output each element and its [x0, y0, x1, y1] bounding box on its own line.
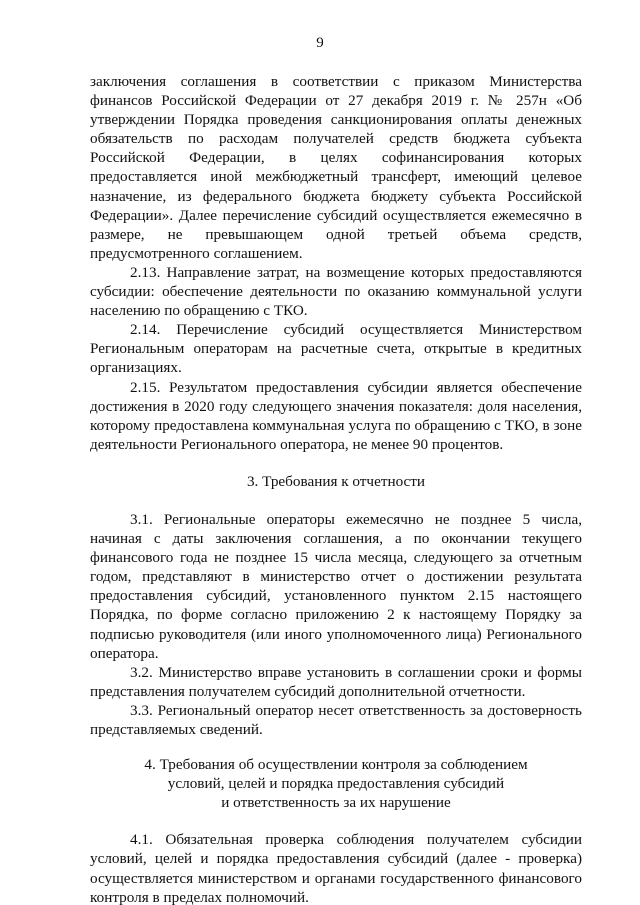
paragraph-3-1: 3.1. Региональные операторы ежемесячно не позднее 5 числа, начиная с даты заключения соглашения, а по окончании текущего финансового года не позднее 15 числа месяца, следующего за отчетным годом, представляют в министерство отчет о достижении результата предоставления субсидий, установленного пунктом 2.15 настоящего Порядка, по форме согласно приложению 2 к настоящему Порядку за подписью руководителя (или иного уполномоченного лица) Регионального оператора.	[90, 510, 582, 662]
section-4-heading-line: 4. Требования об осуществлении контроля за соблюдением	[144, 756, 528, 774]
section-4-heading-line: условий, целей и порядка предоставления субсидий	[167, 775, 505, 793]
section-3-heading: 3. Требования к отчетности	[246, 472, 426, 490]
continuation-paragraph: заключения соглашения в соответствии с приказом Министерства финансов Российской Федерации от 27 декабря 2019 г. № 257н «Об утверждении Порядка проведения санкционирования оплаты денежных обязательств по расходам получателей средств бюджета субъекта Российской Федерации, в целях софинансирования которых предоставляется иной межбюджетный трансферт, имеющий целевое назначение, из федерального бюджета бюджету субъекта Российской Федерации». Далее перечисление субсидий осуществляется ежемесячно в размере, не превышающем одной третьей объема средств, предусмотренного соглашением.	[90, 73, 582, 262]
page-number: 9	[316, 35, 324, 51]
paragraph-3-2: 3.2. Министерство вправе установить в соглашении сроки и формы представления получателем субсидий дополнительной отчетности.	[90, 663, 582, 700]
section-4-heading-line: и ответственность за их нарушение	[221, 794, 451, 812]
paragraph-2-13: 2.13. Направление затрат, на возмещение которых предоставляются субсидии: обеспечение деятельности по оказанию коммунальной услуги населению по обращению с ТКО.	[90, 263, 582, 320]
document-body	[90, 72, 582, 905]
paragraph-2-14: 2.14. Перечисление субсидий осуществляется Министерством Региональным операторам на расчетные счета, открытые в кредитных организациях.	[90, 321, 582, 377]
section-4-heading	[90, 755, 582, 812]
paragraph-4-1: 4.1. Обязательная проверка соблюдения получателем субсидии условий, целей и порядка предоставления субсидий (далее - проверка) осуществляется министерством и органами государственного финансового контроля в пределах полномочий.	[90, 831, 582, 905]
paragraph-3-3: 3.3. Региональный оператор несет ответственность за достоверность представляемых сведений.	[90, 701, 582, 738]
paragraph-2-15: 2.15. Результатом предоставления субсидии является обеспечение достижения в 2020 году следующего значения показателя: доля населения, которому предоставлена коммунальная услуга по обращению с ТКО, в зоне деятельности Регионального оператора, не менее 90 процентов.	[90, 378, 582, 453]
